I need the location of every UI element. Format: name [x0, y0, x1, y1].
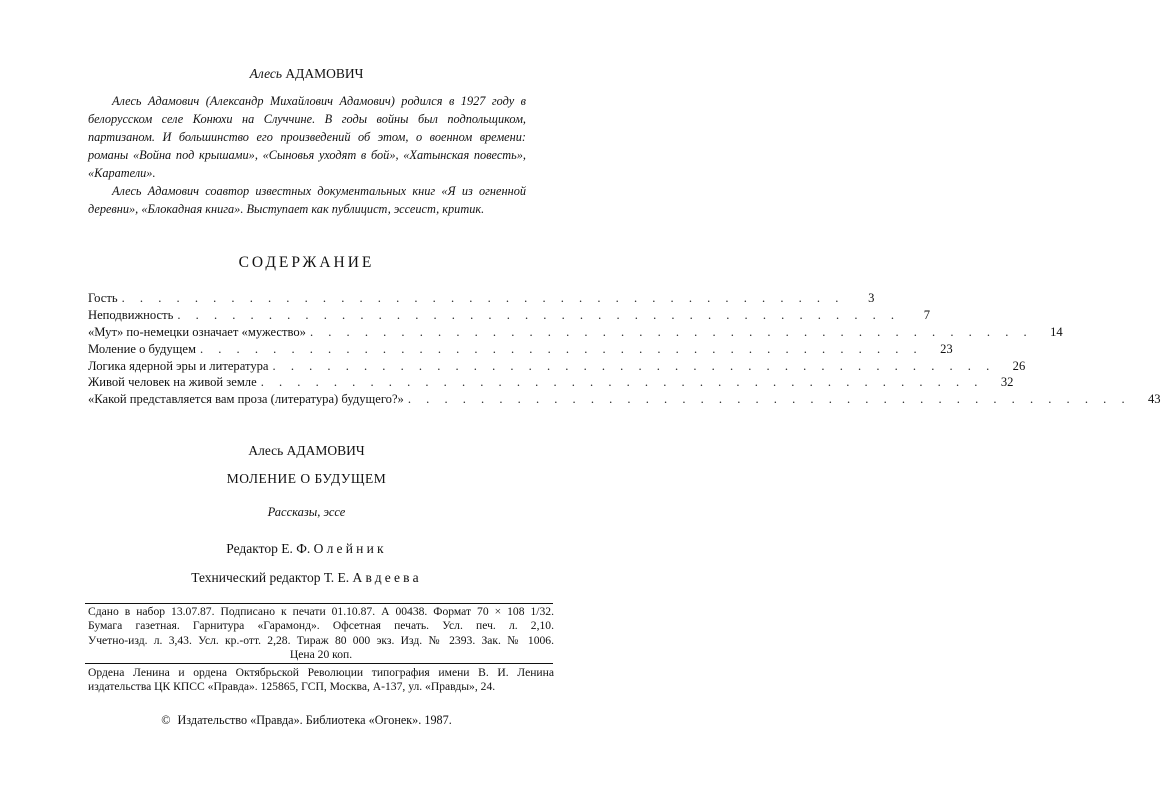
bio-paragraph-2: Алесь Адамович соавтор известных документальных книг «Я из огненной деревни», «Блокадная книга». Выступает как публицист, эссеист, критик.: [88, 184, 526, 216]
toc-entry[interactable]: [88, 307, 931, 324]
toc-entry-page: 32: [1000, 375, 1014, 390]
toc-entry[interactable]: [88, 341, 953, 358]
price: Цена 20 коп.: [289, 647, 353, 661]
printer-info: [88, 666, 554, 695]
toc-entry[interactable]: [88, 358, 1026, 375]
book-author: [0, 443, 613, 459]
toc-leader-dots: . . . . . . . . . . . . . . . . . . . . . . . . . . . . . . . . . . . . . . . .: [121, 291, 845, 305]
divider: [85, 663, 553, 664]
toc-leader-dots: . . . . . . . . . . . . . . . . . . . . . . . . . . . . . . . . . . . . . . . .: [272, 358, 996, 373]
toc-entry[interactable]: [88, 391, 1161, 408]
book-author-last-name: АДАМОВИЧ: [286, 443, 365, 458]
author-first-name: Алесь: [249, 66, 283, 81]
author-last-name: АДАМОВИЧ: [285, 66, 364, 81]
toc-entry-title: «Какой представляется вам проза (литература) будущего?»: [88, 392, 404, 407]
copyright-notice: [0, 713, 613, 728]
toc-leader-dots: . . . . . . . . . . . . . . . . . . . . . . . . . . . . . . . . . . . . . . . .: [177, 307, 901, 322]
toc-entry-page: 43: [1148, 392, 1161, 407]
toc-entry[interactable]: [88, 374, 1014, 391]
toc-entry-title: Неподвижность: [88, 307, 174, 322]
table-of-contents: [88, 290, 1161, 408]
imprint-line: Сдано в набор 13.07.87. Подписано к печати 01.10.87. А 00438. Формат 70 × 108 1/32.: [88, 605, 554, 618]
tech-editor-label: Технический редактор Т. Е.: [191, 570, 350, 585]
copyright-text: Издательство «Правда». Библиотека «Огонек». 1987.: [177, 713, 452, 727]
bio-paragraph-1: Алесь Адамович (Александр Михайлович Адамович) родился в 1927 году в белорусском селе Конюхи на Случчине. В годы войны был подпольщиком, партизаном. И большинство его произведений об этом, о военном времени: романы «Война под крышами», «Сыновья уходят в бой», «Хатынская повесть», «Каратели».: [88, 94, 526, 180]
editor-label: Редактор Е. Ф.: [226, 541, 311, 556]
printer-line: Ордена Ленина и ордена Октябрьской Революции типография имени В. И. Ленина издательства ЦК КПСС «Правда». 125865, ГСП, Москва, А-137, ул. «Правды», 24.: [88, 666, 554, 694]
toc-entry[interactable]: [88, 290, 875, 307]
author-heading: [0, 66, 613, 82]
contents-title: СОДЕРЖАНИЕ: [238, 254, 375, 271]
book-genre: Рассказы, эссе: [267, 505, 346, 519]
author-biography: [88, 92, 526, 218]
imprint-line: Бумага газетная. Гарнитура «Гарамонд». Офсетная печать. Усл. печ. л. 2,10.: [88, 619, 554, 633]
toc-entry-title: Гость: [88, 291, 118, 305]
divider: [85, 603, 553, 604]
toc-entry-title: Логика ядерной эры и литература: [88, 358, 269, 373]
editor-credit: [0, 541, 613, 557]
tech-editor-name: Авдеева: [352, 570, 422, 585]
toc-leader-dots: . . . . . . . . . . . . . . . . . . . . . . . . . . . . . . . . . . . . . . . .: [260, 375, 984, 390]
toc-entry-page: 26: [1012, 358, 1026, 373]
toc-entry-title: Живой человек на живой земле: [88, 375, 257, 390]
toc-leader-dots: . . . . . . . . . . . . . . . . . . . . . . . . . . . . . . . . . . . . . . . .: [407, 392, 1131, 407]
book-author-first-name: Алесь: [248, 443, 284, 458]
toc-leader-dots: . . . . . . . . . . . . . . . . . . . . . . . . . . . . . . . . . . . . . . . .: [309, 324, 1033, 339]
publication-imprint: [88, 605, 554, 662]
toc-entry-page: 23: [940, 341, 953, 356]
book-title: МОЛЕНИЕ О БУДУЩЕМ: [226, 471, 387, 486]
imprint-line: Учетно-изд. л. 3,43. Усл. кр.-отт. 2,28. Тираж 80 000 экз. Изд. № 2393. Зак. № 1006.: [88, 633, 554, 647]
editor-name: Олейник: [313, 541, 387, 556]
toc-entry-page: 7: [923, 307, 931, 322]
toc-leader-dots: . . . . . . . . . . . . . . . . . . . . . . . . . . . . . . . . . . . . . . . .: [199, 341, 923, 356]
toc-entry-title: Моление о будущем: [88, 341, 196, 356]
toc-entry[interactable]: [88, 324, 1063, 341]
copyright-icon: ©: [161, 713, 171, 727]
toc-entry-page: 14: [1050, 324, 1063, 339]
toc-entry-page: 3: [868, 291, 875, 305]
tech-editor-credit: [0, 570, 613, 586]
toc-entry-title: «Мут» по-немецки означает «мужество»: [88, 324, 306, 339]
